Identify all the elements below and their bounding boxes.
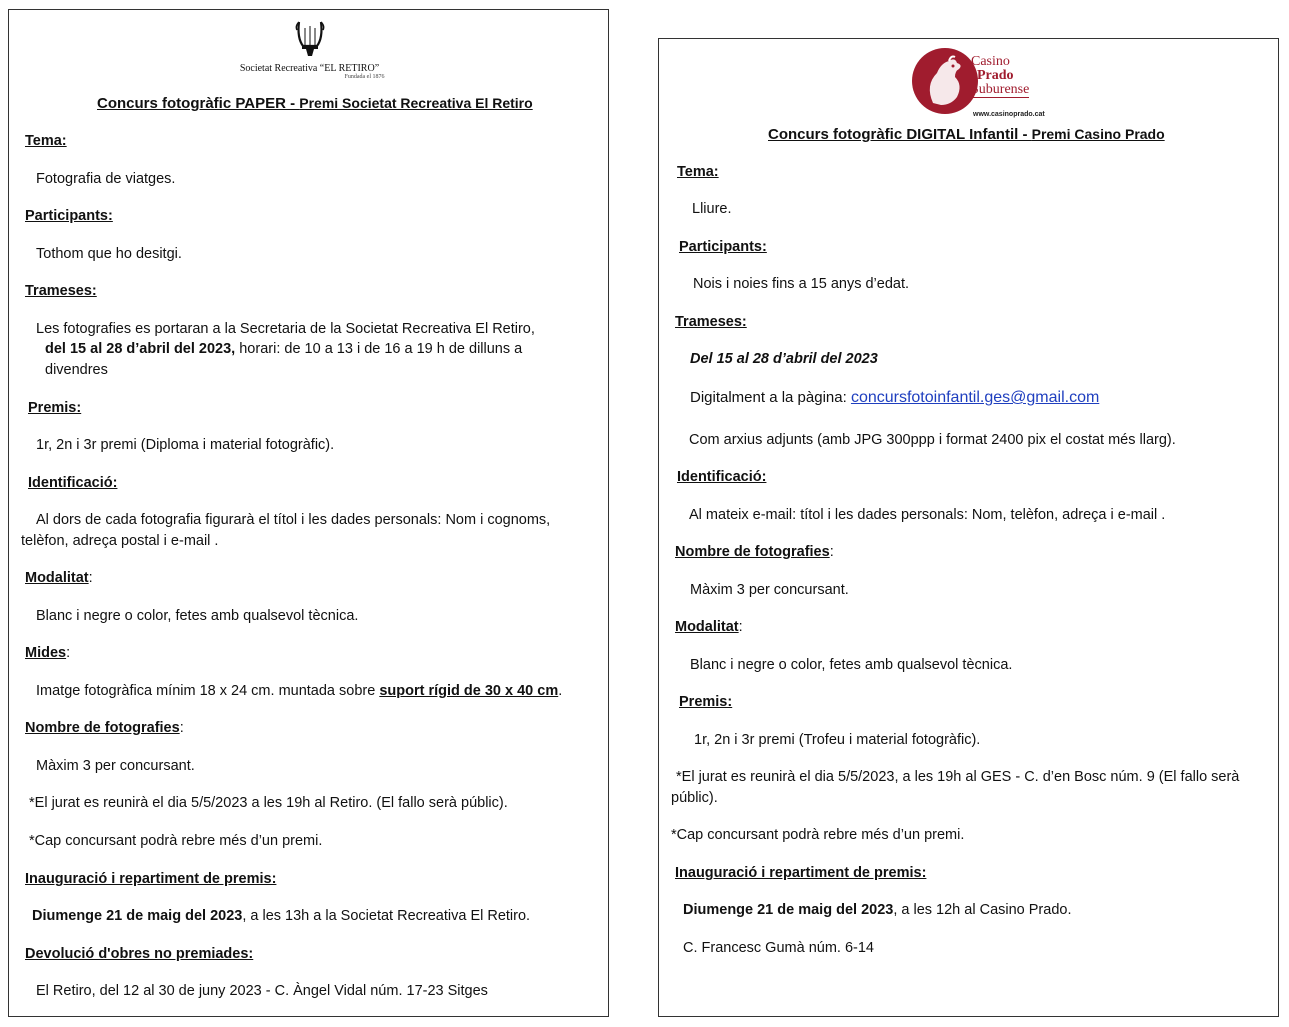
digital-line: Digitalment a la pàgina: concursfotoinfantil.ges@gmail.com: [690, 389, 1100, 406]
nombre-text: Màxim 3 per concursant.: [690, 582, 849, 598]
mides-heading: Mides:: [25, 645, 71, 661]
digital-contest-panel: [658, 38, 1279, 1017]
participants-text: Tothom que ho desitgi.: [36, 246, 182, 262]
tema-heading: Tema:: [677, 164, 719, 180]
modalitat-text: Blanc i negre o color, fetes amb qualsevol tècnica.: [690, 657, 1013, 673]
logo-url: www.casinoprado.cat: [973, 111, 1045, 118]
nombre-heading: Nombre de fotografies:: [25, 720, 184, 736]
email-link[interactable]: concursfotoinfantil.ges@gmail.com: [850, 389, 1100, 406]
premis-text: 1r, 2n i 3r premi (Diploma i material fotogràfic).: [36, 437, 335, 453]
logo-line-3: Suburense: [971, 82, 1030, 97]
premis-heading: Premis:: [679, 694, 733, 710]
org-name: Societat Recreativa “EL RETIRO”: [239, 63, 380, 74]
inauguracio-text: Diumenge 21 de maig del 2023, a les 13h a la Societat Recreativa El Retiro.: [32, 908, 531, 924]
nombre-text: Màxim 3 per concursant.: [36, 758, 195, 774]
casino-prado-logo: [911, 43, 1051, 121]
inauguracio-heading: Inauguració i repartiment de premis:: [675, 865, 927, 881]
participants-heading: Participants:: [679, 239, 767, 255]
identificacio-text: Al mateix e-mail: títol i les dades personals: Nom, telèfon, adreça i e-mail .: [689, 507, 1166, 523]
paper-contest-panel: [8, 9, 609, 1017]
premis-heading: Premis:: [28, 400, 82, 416]
devolucio-heading: Devolució d'obres no premiades:: [25, 946, 254, 962]
trameses-heading: Trameses:: [675, 314, 747, 330]
founded-text: Fundada el 1876: [344, 74, 385, 80]
premis-text: 1r, 2n i 3r premi (Trofeu i material fotogràfic).: [694, 732, 981, 748]
modalitat-text: Blanc i negre o color, fetes amb qualsevol tècnica.: [36, 608, 359, 624]
devolucio-text: El Retiro, del 12 al 30 de juny 2023 - C. Àngel Vidal núm. 17-23 Sitges: [36, 983, 488, 999]
trameses-heading: Trameses:: [25, 283, 97, 299]
address-text: C. Francesc Gumà núm. 6-14: [683, 940, 874, 956]
inauguracio-text: Diumenge 21 de maig del 2023, a les 12h al Casino Prado.: [683, 902, 1072, 918]
tema-heading: Tema:: [25, 133, 67, 149]
inauguracio-heading: Inauguració i repartiment de premis:: [25, 871, 277, 887]
modalitat-heading: Modalitat:: [25, 570, 93, 586]
trameses-line-3: divendres: [45, 362, 108, 378]
jurat-text: *El jurat es reunirà el dia 5/5/2023 a les 19h al Retiro. (El fallo serà públic).: [29, 795, 508, 811]
arxius-text: Com arxius adjunts (amb JPG 300ppp i format 2400 pix el costat més llarg).: [689, 432, 1176, 448]
jurat-text: *El jurat es reunirà el dia 5/5/2023, a les 19h al GES - C. d’en Bosc núm. 9 (El fallo serà públic).: [671, 769, 1240, 806]
tema-text: Fotografia de viatges.: [36, 171, 176, 187]
modalitat-heading: Modalitat:: [675, 619, 743, 635]
identificacio-heading: Identificació:: [677, 469, 767, 485]
identificacio-text: Al dors de cada fotografia figurarà el títol i les dades personals: Nom i cognoms, telèfon, adreça postal i e-mail .: [21, 512, 551, 549]
tema-text: Lliure.: [692, 201, 732, 217]
page-title: Concurs fotogràfic PAPER - Premi Societat Recreativa El Retiro: [97, 95, 533, 112]
lyre-icon: [295, 20, 325, 58]
identificacio-heading: Identificació:: [28, 475, 118, 491]
participants-heading: Participants:: [25, 208, 113, 224]
trameses-dates: Del 15 al 28 d’abril del 2023: [690, 351, 878, 367]
page-title: Concurs fotogràfic DIGITAL Infantil - Premi Casino Prado: [768, 126, 1165, 143]
cap-text: *Cap concursant podrà rebre més d’un premi.: [671, 827, 965, 843]
retiro-logo: [9, 20, 610, 80]
mides-text: Imatge fotogràfica mínim 18 x 24 cm. muntada sobre suport rígid de 30 x 40 cm.: [36, 683, 563, 699]
logo-line-2: Prado: [977, 68, 1014, 83]
trameses-line-1: Les fotografies es portaran a la Secretaria de la Societat Recreativa El Retiro,: [36, 321, 535, 337]
nombre-heading: Nombre de fotografies:: [675, 544, 834, 560]
logo-line-1: Casino: [971, 54, 1010, 69]
participants-text: Nois i noies fins a 15 anys d’edat.: [693, 276, 910, 292]
cap-text: *Cap concursant podrà rebre més d’un premi.: [29, 833, 323, 849]
trameses-line-2: del 15 al 28 d’abril del 2023, horari: de 10 a 13 i de 16 a 19 h de dilluns a: [45, 341, 523, 357]
